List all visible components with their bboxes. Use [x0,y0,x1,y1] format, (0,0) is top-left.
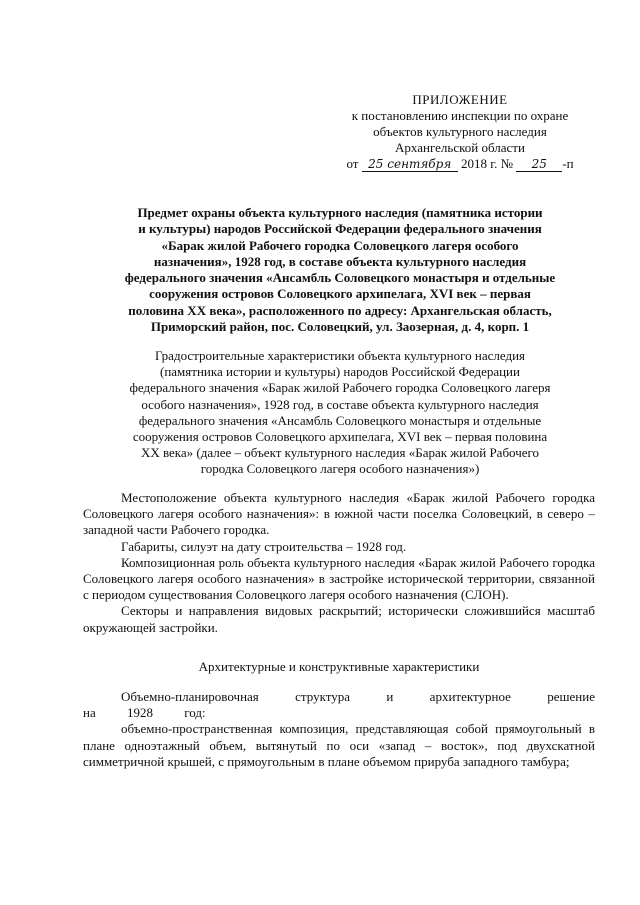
appendix-title: ПРИЛОЖЕНИЕ [412,92,508,107]
appendix-line-3: Архангельской области [395,140,525,155]
structure-paragraph: Объемно-планировочная структура и архитектурное решение на 1928 год: [83,689,595,721]
title-line: половина XX века», расположенного по адресу: Архангельская область, [128,302,552,318]
title-line: Приморский район, пос. Соловецкий, ул. Заозерная, д. 4, корп. 1 [150,319,530,335]
date-prefix: от [346,156,359,171]
title-line: «Барак жилой Рабочего городка Соловецкого лагеря особого [161,237,519,253]
subtitle-line: особого назначения», 1928 год, в составе объекта культурного наследия [141,396,539,412]
subtitle-line: сооружения островов Соловецкого архипелага, XVI век – первая половина [132,429,548,445]
subtitle-line: Градостроительные характеристики объекта культурного наследия [154,348,526,363]
subtitle-line: городка Соловецкого лагеря особого назначения») [200,461,480,477]
title-line: и культуры) народов Российской Федерации федерального значения [138,221,542,237]
composition-description-paragraph: объемно-пространственная композиция, представляющая собой прямоугольный в плане одноэтажный объем, вытянутый по оси «запад – восток», под двухскатной симметричной крышей, с прямоугольным в плане объемом прируба западного тамбура; [83,721,595,769]
dimensions-paragraph: Габариты, силуэт на дату строительства – 1928 год. [121,538,407,554]
handwritten-number: 25 [516,157,562,172]
subtitle-line: XX века» (далее – объект культурного наследия «Барак жилой Рабочего [140,445,540,461]
appendix-line-2: объектов культурного наследия [373,124,547,139]
section-heading: Архитектурные и конструктивные характеристики [198,659,480,674]
number-suffix: -п [562,156,574,171]
title-line: сооружения островов Соловецкого архипелага, XVI век – первая [149,286,531,302]
subtitle-line: федерального значения «Ансамбль Соловецкого монастыря и отдельные [138,412,542,428]
composition-paragraph: Композиционная роль объекта культурного наследия «Барак жилой Рабочего городка Соловецкого лагеря особого назначения» в застройке исторической территории, связанной с периодом существования Соловецкого лагеря особого назначения (СЛОН). [83,554,595,603]
title-line: Предмет охраны объекта культурного наследия (памятника истории [137,205,543,220]
section-paragraphs [83,689,595,770]
view-sectors-paragraph: Секторы и направления видовых раскрытий; исторически сложившийся масштаб окружающей застройки. [83,603,595,635]
urban-planning-subtitle [100,348,580,478]
handwritten-date: 25 сентября [362,157,458,172]
title-line: федерального значения «Ансамбль Соловецкого монастыря и отдельные [124,270,556,286]
subtitle-line: федерального значения «Барак жилой Рабочего городка Соловецкого лагеря [129,380,551,396]
document-title [100,205,580,335]
appendix-line-1: к постановлению инспекции по охране [351,108,569,123]
date-year-number-label: 2018 г. № [460,156,513,171]
subtitle-line: (памятника истории и культуры) народов Российской Федерации [160,364,520,380]
appendix-date-line [325,156,595,172]
title-line: назначения», 1928 год, в составе объекта культурного наследия [153,253,527,269]
body-paragraphs [83,490,595,636]
location-paragraph: Местоположение объекта культурного наследия «Барак жилой Рабочего городка Соловецкого лагеря особого назначения»: в южной части поселка Соловецкий, в северо – западной части Рабочего городка. [83,490,595,538]
appendix-header [325,92,595,172]
